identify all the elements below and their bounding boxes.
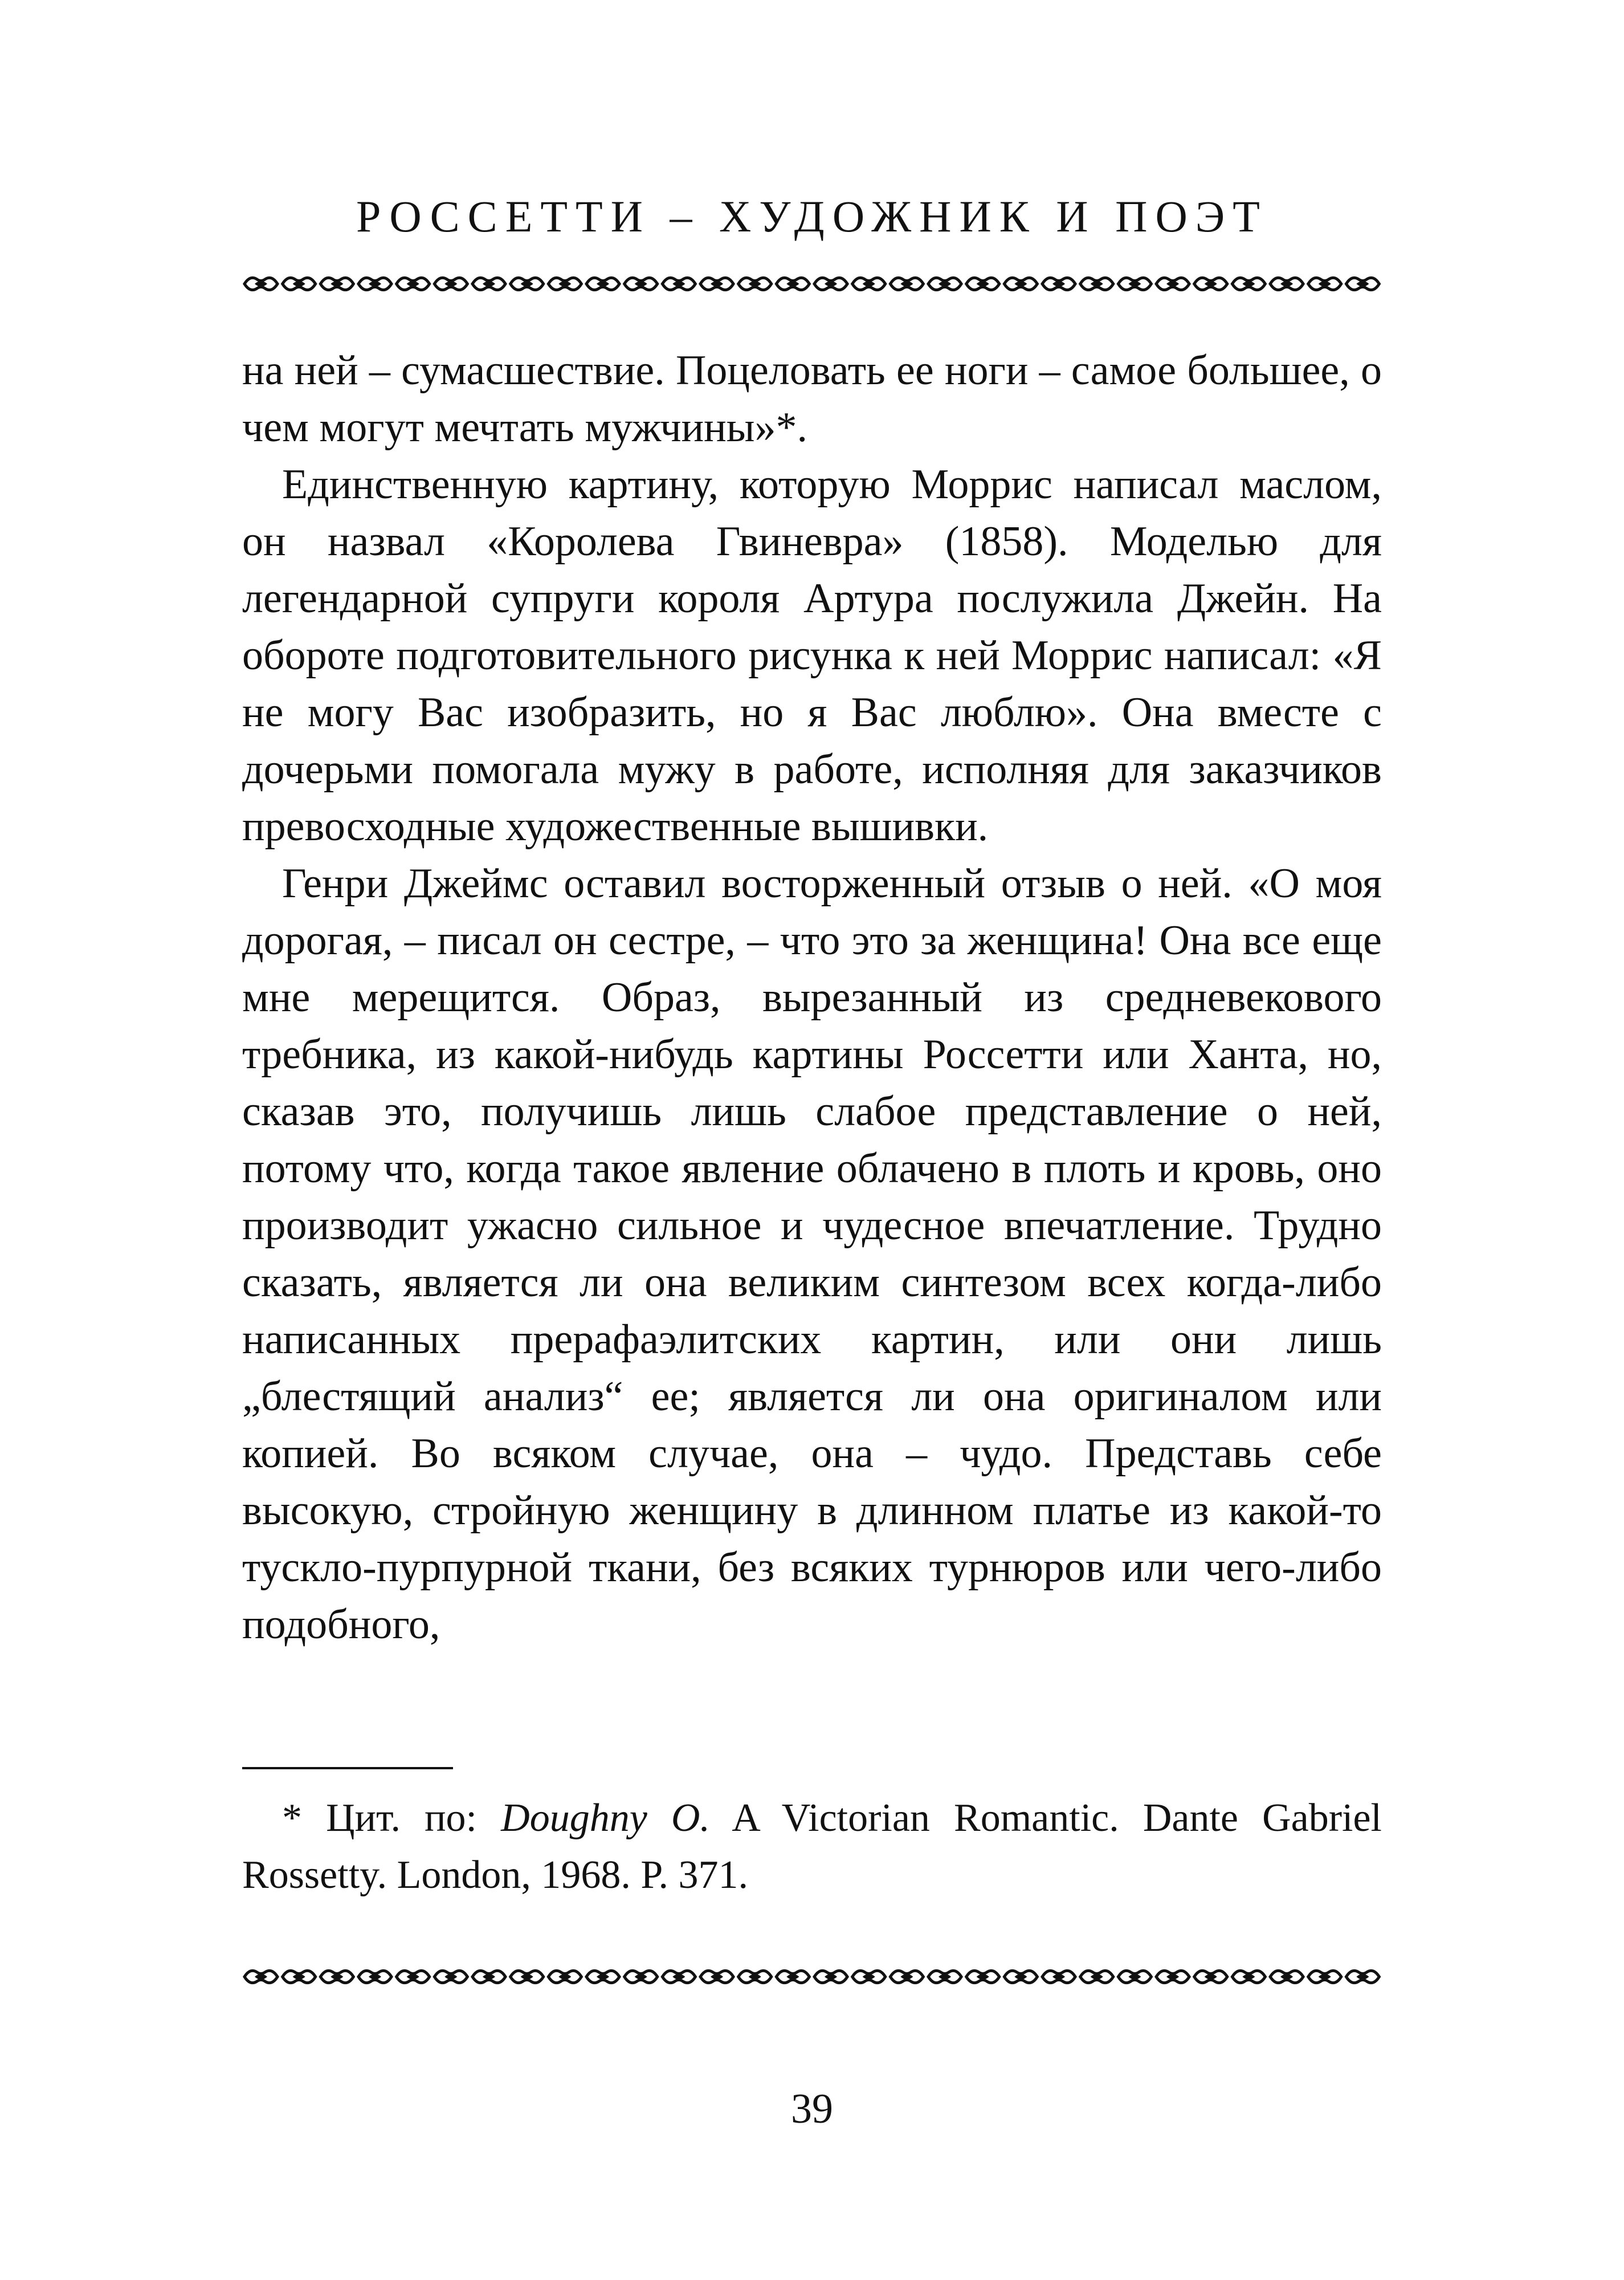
footnote-citation: A Victorian Romantic. Dante Gabriel Rossetty. London, 1968. P. 371. xyxy=(242,1796,1382,1897)
paragraph-continued: на ней – сумасшествие. Поцеловать ее ноги – самое большее, о чем могут мечтать мужчины»*. xyxy=(242,347,1382,451)
bottom-ornament-border xyxy=(242,1965,1382,1988)
running-head: РОССЕТТИ – ХУДОЖНИК И ПОЭТ xyxy=(356,192,1268,241)
knot-border-ornament-icon xyxy=(242,272,1382,295)
footnote-author: Doughny O. xyxy=(501,1796,710,1840)
paragraph: Генри Джеймс оставил восторженный отзыв о ней. «О моя дорогая, – писал он сестре, – что это за женщина! Она все еще мне мерещится. Образ, вырезанный из средневекового требника, из какой-нибудь картины Россетти или Ханта, но, сказав это, получишь лишь слабое представление о ней, потому что, когда такое явление облачено в плоть и кровь, оно производит ужасно сильное и чудесное впечатление. Трудно сказать, является ли она великим синтезом всех когда-либо написанных прерафаэлитских картин, или они лишь „блестящий анализ“ ее; является ли она оригиналом или копией. Во всяком случае, она – чудо. Представь себе высокую, стройную женщину в длинном платье из какой-то тускло-пурпурной ткани, без всяких турнюров или чего-либо подобного, xyxy=(242,860,1382,1648)
knot-border-ornament-icon xyxy=(242,1965,1382,1988)
paragraph: Единственную картину, которую Моррис написал маслом, он назвал «Королева Гвиневра» (1858). Моделью для легендарной супруги короля Артура послужила Джейн. На обороте подготовительного рисунка к ней Моррис написал: «Я не могу Вас изобразить, но я Вас люблю». Она вместе с дочерьми помогала мужу в работе, исполняя для заказчиков превосходные художественные вышивки. xyxy=(242,461,1382,850)
main-text xyxy=(242,342,1382,1653)
footnote xyxy=(242,1790,1382,1904)
top-ornament-border xyxy=(242,272,1382,295)
page-number: 39 xyxy=(791,2086,833,2132)
footnote-prefix: * Цит. по: xyxy=(282,1796,501,1840)
footnote-divider xyxy=(242,1767,453,1769)
